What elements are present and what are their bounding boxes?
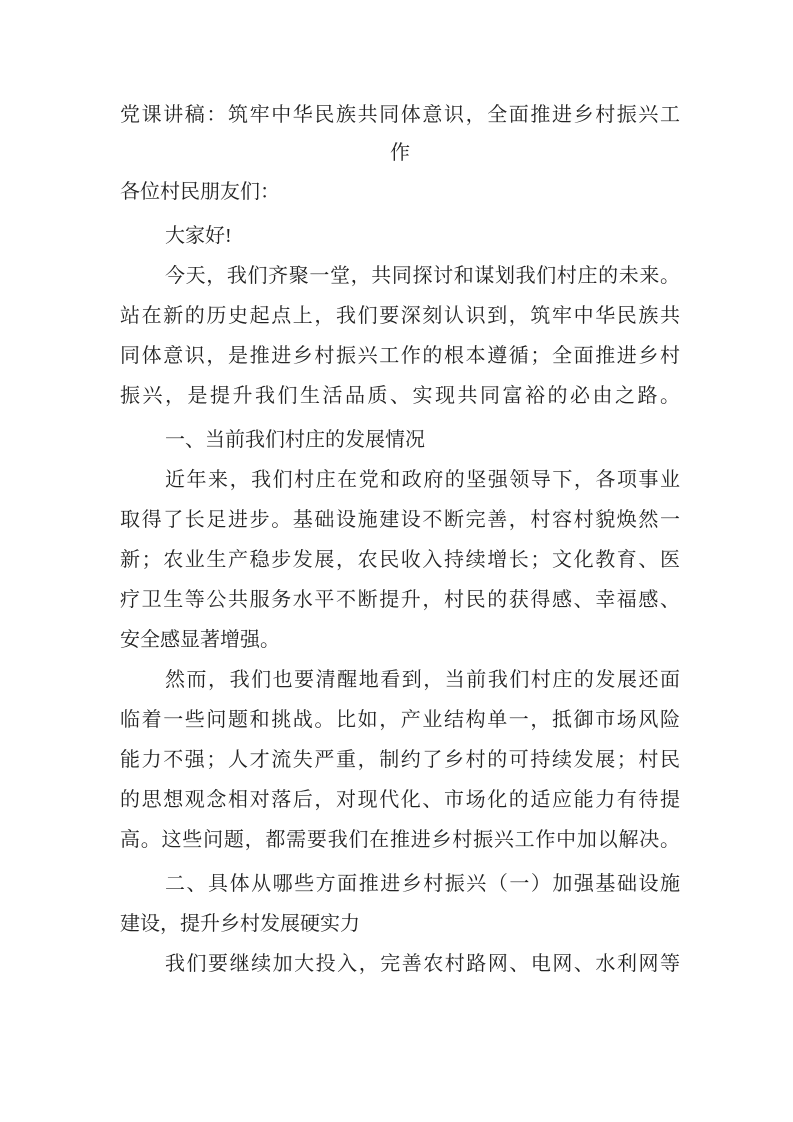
- text-line: 安全感显著增强。: [120, 629, 280, 651]
- text-line: 近年来，我们村庄在党和政府的坚强领导下，各项事业: [165, 469, 680, 491]
- text-line: 二、具体从哪些方面推进乡村振兴（一）加强基础设施: [165, 873, 680, 895]
- text-line: 取得了长足进步。基础设施建设不断完善，村容村貌焕然一: [120, 509, 680, 531]
- section-heading-1: [120, 420, 680, 460]
- paragraph-development: [120, 460, 680, 660]
- text-line: 站在新的历史起点上，我们要深刻认识到，筑牢中华民族共: [120, 305, 680, 327]
- greeting: 大家好!: [165, 225, 232, 247]
- text-line: 一、当前我们村庄的发展情况: [165, 429, 425, 451]
- section-heading-2: [120, 864, 680, 944]
- text-line: 今天，我们齐聚一堂，共同探讨和谋划我们村庄的未来。: [165, 265, 680, 287]
- text-line: 振兴，是提升我们生活品质、实现共同富裕的必由之路。: [120, 385, 680, 407]
- text-line: 高。这些问题，都需要我们在推进乡村振兴工作中加以解决。: [120, 829, 680, 851]
- document-title-line-1: 党课讲稿：筑牢中华民族共同体意识，全面推进乡村振兴工: [120, 104, 680, 126]
- text-line: 临着一些问题和挑战。比如，产业结构单一，抵御市场风险: [120, 709, 680, 731]
- text-line: 然而，我们也要清醒地看到，当前我们村庄的发展还面: [165, 669, 680, 691]
- text-line: 新；农业生产稳步发展，农民收入持续增长；文化教育、医: [120, 549, 680, 571]
- paragraph-infrastructure: [120, 944, 680, 984]
- text-line: 能力不强；人才流失严重，制约了乡村的可持续发展；村民: [120, 749, 680, 771]
- salutation: 各位村民朋友们：: [120, 181, 280, 203]
- text-line: 同体意识，是推进乡村振兴工作的根本遵循；全面推进乡村: [120, 345, 680, 367]
- text-line: 的思想观念相对落后，对现代化、市场化的适应能力有待提: [120, 789, 680, 811]
- text-line: 疗卫生等公共服务水平不断提升，村民的获得感、幸福感、: [120, 589, 680, 611]
- text-line: 我们要继续加大投入，完善农村路网、电网、水利网等: [165, 953, 680, 975]
- document-page: [120, 96, 680, 984]
- paragraph-opening: [120, 256, 680, 416]
- document-title-line-2: 作: [390, 142, 410, 164]
- text-line: 建设，提升乡村发展硬实力: [120, 913, 360, 935]
- paragraph-challenges: [120, 660, 680, 860]
